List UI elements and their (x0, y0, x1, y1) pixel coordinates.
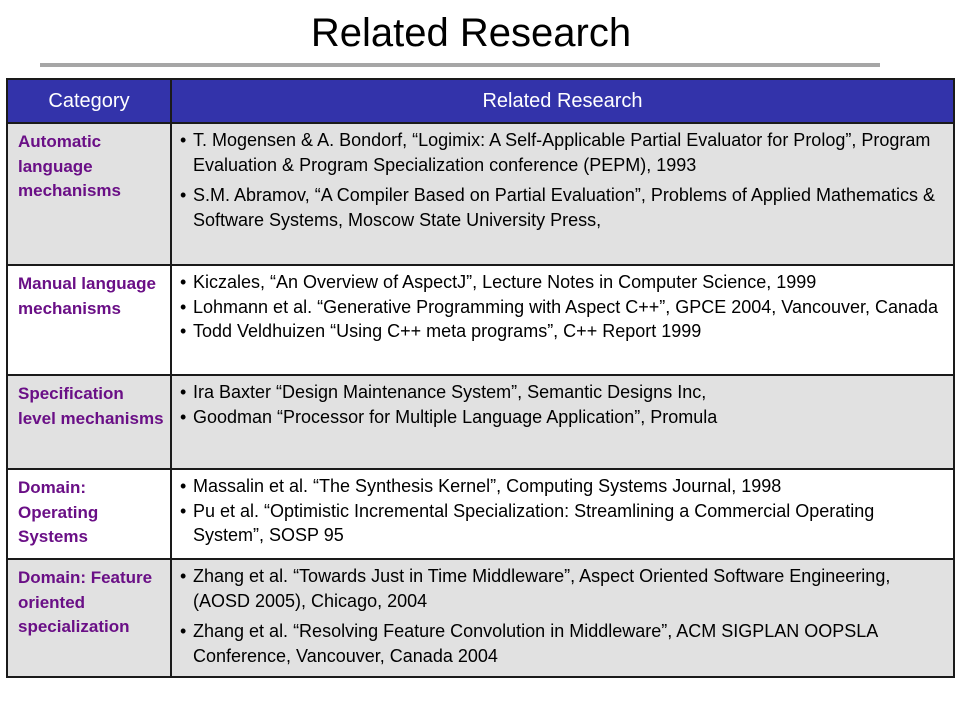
table-header-row (7, 79, 954, 123)
reference-list (180, 380, 945, 429)
reference-list (180, 564, 945, 668)
research-table (6, 78, 955, 678)
reference-list (180, 474, 945, 548)
category-cell: Manual language mechanisms (7, 265, 171, 375)
reference-item: • Kiczales, “An Overview of AspectJ”, Lecture Notes in Computer Science, 1999 (180, 270, 945, 295)
reference-list (180, 128, 945, 232)
category-cell: Automatic language mechanisms (7, 123, 171, 265)
reference-item: • S.M. Abramov, “A Compiler Based on Partial Evaluation”, Problems of Applied Mathematics & Software Systems, Moscow State University Press, (180, 183, 945, 232)
category-cell: Domain: Feature oriented specialization (7, 559, 171, 677)
reference-list (180, 270, 945, 344)
table-row (7, 375, 954, 469)
table-row (7, 265, 954, 375)
reference-item: • T. Mogensen & A. Bondorf, “Logimix: A Self-Applicable Partial Evaluator for Prolog”, Program Evaluation & Program Specialization conference (PEPM), 1993 (180, 128, 945, 177)
title-divider (40, 63, 880, 67)
references-cell (171, 559, 954, 677)
header-related-research: Related Research (171, 79, 954, 123)
reference-item: • Ira Baxter “Design Maintenance System”, Semantic Designs Inc, (180, 380, 945, 405)
reference-item: • Massalin et al. “The Synthesis Kernel”, Computing Systems Journal, 1998 (180, 474, 945, 499)
category-cell: Domain: Operating Systems (7, 469, 171, 559)
references-cell (171, 375, 954, 469)
references-cell (171, 469, 954, 559)
table-row (7, 469, 954, 559)
reference-item: • Zhang et al. “Towards Just in Time Middleware”, Aspect Oriented Software Engineering, (AOSD 2005), Chicago, 2004 (180, 564, 945, 613)
reference-item: • Zhang et al. “Resolving Feature Convolution in Middleware”, ACM SIGPLAN OOPSLA Conference, Vancouver, Canada 2004 (180, 619, 945, 668)
reference-item: • Pu et al. “Optimistic Incremental Specialization: Streamlining a Commercial Operating System”, SOSP 95 (180, 499, 945, 548)
header-category: Category (7, 79, 171, 123)
reference-item: • Goodman “Processor for Multiple Language Application”, Promula (180, 405, 945, 430)
category-cell: Specification level mechanisms (7, 375, 171, 469)
references-cell (171, 265, 954, 375)
reference-item: • Lohmann et al. “Generative Programming with Aspect C++”, GPCE 2004, Vancouver, Canada (180, 295, 945, 320)
table-row (7, 559, 954, 677)
reference-item: • Todd Veldhuizen “Using C++ meta programs”, C++ Report 1999 (180, 319, 945, 344)
table-row (7, 123, 954, 265)
page-title: Related Research (310, 11, 632, 55)
references-cell (171, 123, 954, 265)
